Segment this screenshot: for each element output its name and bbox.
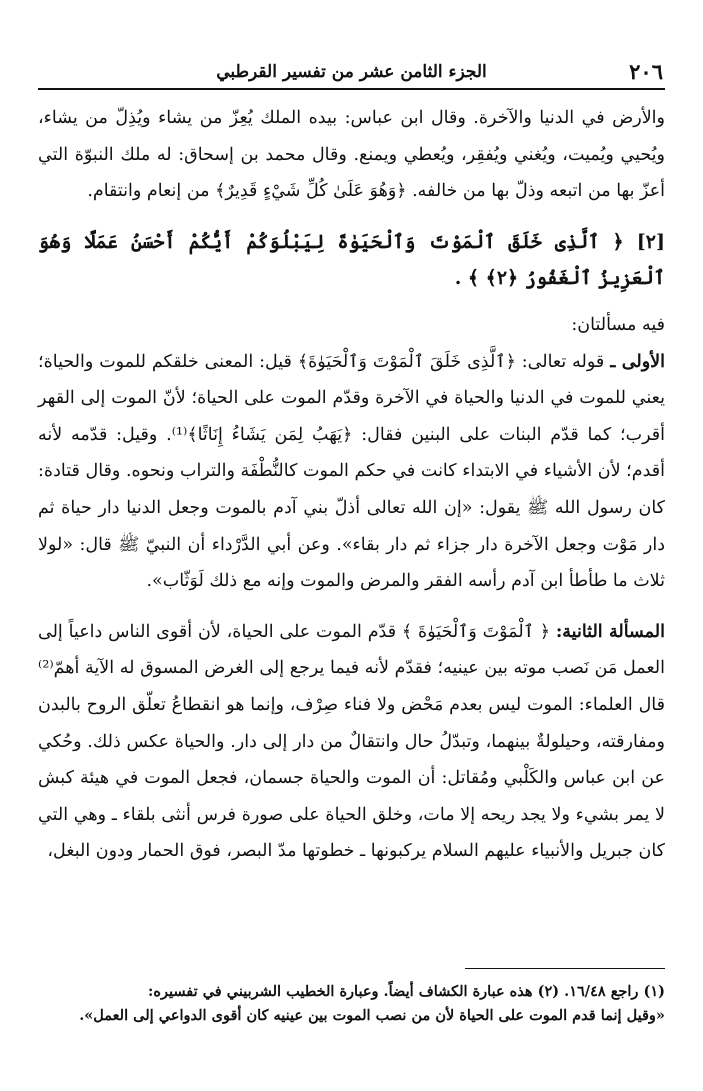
quran-verse: [٢] ﴿ ٱلَّذِى خَلَقَ ٱلْمَوْتَ وَٱلْحَيَوٰةَ لِيَبْلُوَكُمْ أَيُّكُمْ أَحْسَنُ عَمَلًا وَهُوَ ٱلْعَزِيزُ ٱلْغَفُورُ ﴿٢﴾ ﴾ . bbox=[38, 230, 665, 290]
second-issue-heading: المسألة الثانية: bbox=[555, 621, 665, 642]
running-title: الجزء الثامن عشر من تفسير القرطبي bbox=[216, 62, 487, 82]
footnote-line-2: «وقيل إنما قدم الموت على الحياة لأن من نصب الموت بين عينيه كان أقوى الدواعي إلى العمل». bbox=[79, 1007, 665, 1024]
first-issue-heading: الأولى ـ bbox=[610, 351, 665, 372]
page-number: ٢٠٦ bbox=[629, 59, 663, 84]
page-header bbox=[38, 50, 665, 90]
footnote-line-1: (١) راجع ١٦/٤٨. (٢) هذه عبارة الكشاف أيضاً. وعبارة الخطيب الشربيني في تفسيره: bbox=[148, 983, 665, 1000]
first-issue-text: قوله تعالى: ﴿ٱلَّذِى خَلَقَ ٱلْمَوْتَ وَٱلْحَيَوٰةَ﴾ قيل: المعنى خلقكم للموت والحياة؛ يعني للموت في الدنيا والحياة في الآخرة وقدّم الموت على الحياة؛ لأنّ الموت إلى القهر أقرب؛ كما قدّم البنات على البنين فقال: ﴿يَهَبُ لِمَن يَشَاءُ إِنَاثًا﴾⁽¹⁾. وقيل: قدّمه لأنه أقدم؛ لأن الأشياء في الابتداء كانت في حكم الموت كالنُّطْفَة والتراب ونحوه. وقال قتادة: كان رسول الله ﷺ يقول: «إن الله تعالى أذلّ بني آدم بالموت وجعل الدنيا دار حياة ثم دار مَوْت وجعل الآخرة دار جزاء ثم دار بقاء». وعن أبي الدَّرْداء أن النبيّ ﷺ قال: «لولا ثلاث ما طأطأ ابن آدم رأسه الفقر والمرض والموت وإنه مع ذلك لَوَثّاب». bbox=[38, 351, 665, 592]
book-page bbox=[38, 50, 665, 1070]
first-issue bbox=[38, 344, 665, 600]
footnotes bbox=[38, 980, 665, 1028]
second-issue-text: ﴿ ٱلْمَوْتَ وَٱلْحَيَوٰةَ ﴾ قدّم الموت على الحياة، لأن أقوى الناس داعياً إلى العمل مَن نَصب موته بين عينيه؛ فقدّم لأنه فيما يرجع إلى الغرض المسوق له الآية أهمّ⁽²⁾ قال العلماء: الموت ليس بعدم مَحْض ولا فناء صِرْف، وإنما هو انقطاعُ تعلّق الروح بالبدن ومفارقته، وحيلولةٌ بينهما، وتبدّلُ حال وانتقالٌ من دار إلى دار. والحياة عكس ذلك. وحُكي عن ابن عباس والكَلْبي ومُقاتل: أن الموت والحياة جسمان، فجعل الموت في هيئة كبش لا يمر بشيء ولا يجد ريحه إلا مات، وخلق الحياة على صورة فرس أنثى بلقاء ـ وهي التي كان جبريل والأنبياء عليهم السلام يركبونها ـ خطوتها مدّ البصر، فوق الحمار ودون البغل، bbox=[38, 621, 665, 862]
main-text bbox=[38, 100, 665, 870]
paragraph-continuation: والأرض في الدنيا والآخرة. وقال ابن عباس: بيده الملك يُعِزّ من يشاء ويُذِلّ من يشاء، ويُحيي ويُميت، ويُغني ويُفقِر، ويُعطي ويمنع. وقال محمد بن إسحاق: له ملك النبوّة التي أعزّ بها من اتبعه وذلّ بها من خالفه. ﴿وَهُوَ عَلَىٰ كُلِّ شَيْءٍ قَدِيرٌ﴾ من إنعام وانتقام. bbox=[38, 108, 665, 202]
footnote-divider bbox=[465, 968, 665, 969]
issues-intro: فيه مسألتان: bbox=[571, 314, 665, 335]
second-issue bbox=[38, 614, 665, 870]
